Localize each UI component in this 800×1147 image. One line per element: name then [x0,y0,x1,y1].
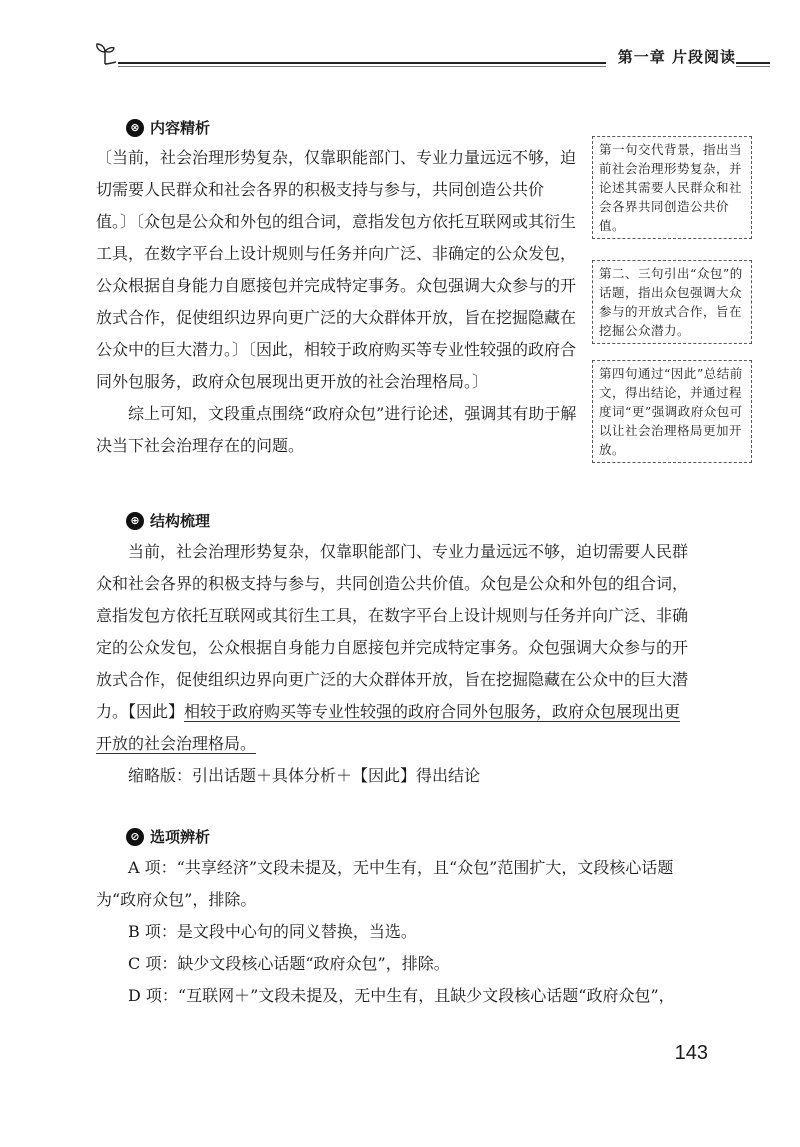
structure-brief: 缩略版：引出话题＋具体分析＋【因此】得出结论 [128,766,481,785]
side-note-3: 第四句通过“因此”总结前文，得出结论，并通过程度词“更”强调政府众包可以让社会治理格局更加开放。 [592,360,752,463]
option-b: B 项：是文段中心句的同义替换，当选。 [128,922,417,941]
section-title: 内容精析 [150,119,211,137]
section-badge-icon: ⊘ [126,828,144,846]
structure-conclusion: 相较于政府购买等专业性较强的政府合同外包服务，政府众包展现出更开放的社会治理格局。 [96,702,681,753]
side-note-1: 第一句交代背景，指出当前社会治理形势复杂，并论述其需要人民群众和社会各界共同创造公共价值。 [592,136,752,239]
side-note-2: 第二、三句引出“众包”的话题，指出众包强调大众参与的开放式合作，旨在挖掘公众潜力。 [592,260,752,344]
section-title: 结构梳理 [150,512,211,530]
content-summary: 综上可知，文段重点围绕“政府众包”进行论述，强调其有助于解决当下社会治理存在的问题。 [96,404,577,455]
sentence-4: 因此，相较于政府购买等专业性较强的政府合同外包服务，政府众包展现出更开放的社会治理格局。 [96,340,577,391]
content-paragraph: 〔当前，社会治理形势复杂，仅靠职能部门、专业力量远远不够，迫切需要人民群众和社会各界的积极支持与参与，共同创造公共价值。〕〔众包是公众和外包的组合词，意指发包方依托互联网或其衍生工具，在数字平台上设计规则与任务并向广泛、非确定的公众发包，公众根据自身能力自愿接包并完成特定事务。众包强调大众参与的开放式合作，促使组织边界向更广泛的大众群体开放，旨在挖掘隐藏在公众中的巨大潜力。〕〔因此，相较于政府购买等专业性较强的政府合同外包服务，政府众包展现出更开放的社会治理格局。〕 [96,148,577,391]
sprout-icon [92,40,118,66]
option-a: A 项：“共享经济”文段未提及，无中生有，且“众包”范围扩大，文段核心话题为“政府众包”，排除。 [96,858,674,909]
section-options-heading [126,826,210,847]
section-title: 选项辨析 [150,828,211,846]
chapter-title: 第一章 片段阅读 [606,46,736,67]
structure-keyword: 【因此】 [128,702,185,721]
structure-analysis [96,536,692,792]
content-analysis [96,142,582,462]
sentence-1: 当前，社会治理形势复杂，仅靠职能部门、专业力量远远不够，迫切需要人民群众和社会各界的积极支持与参与，共同创造公共价值。 [96,148,577,231]
section-structure-heading [126,510,210,531]
structure-body: 当前，社会治理形势复杂，仅靠职能部门、专业力量远远不够，迫切需要人民群众和社会各界的积极支持与参与，共同创造公共价值。众包是公众和外包的组合词，意指发包方依托互联网或其衍生工具，在数字平台上设计规则与任务并向广泛、非确定的公众发包，公众根据自身能力自愿接包并完成特定事务。众包强调大众参与的开放式合作，促使组织边界向更广泛的大众群体开放，旨在挖掘隐藏在公众中的巨大潜力。 [96,542,689,721]
option-d: D 项：“互联网＋”文段未提及，无中生有，且缺少文段核心话题“政府众包”， [128,986,675,1005]
page-number: 143 [674,1042,708,1064]
sentence-2-3: 众包是公众和外包的组合词，意指发包方依托互联网或其衍生工具，在数字平台上设计规则与任务并向广泛、非确定的公众发包，公众根据自身能力自愿接包并完成特定事务。众包强调大众参与的开放式合作，促使组织边界向更广泛的大众群体开放，旨在挖掘隐藏在公众中的巨大潜力。 [96,212,577,359]
option-c: C 项：缺少文段核心话题“政府众包”，排除。 [128,954,450,973]
section-badge-icon: ⊕ [126,512,144,530]
section-badge-icon: ⊗ [126,119,144,137]
options-analysis [96,852,692,1012]
section-content-heading [126,117,210,138]
structure-paragraph [96,536,692,760]
